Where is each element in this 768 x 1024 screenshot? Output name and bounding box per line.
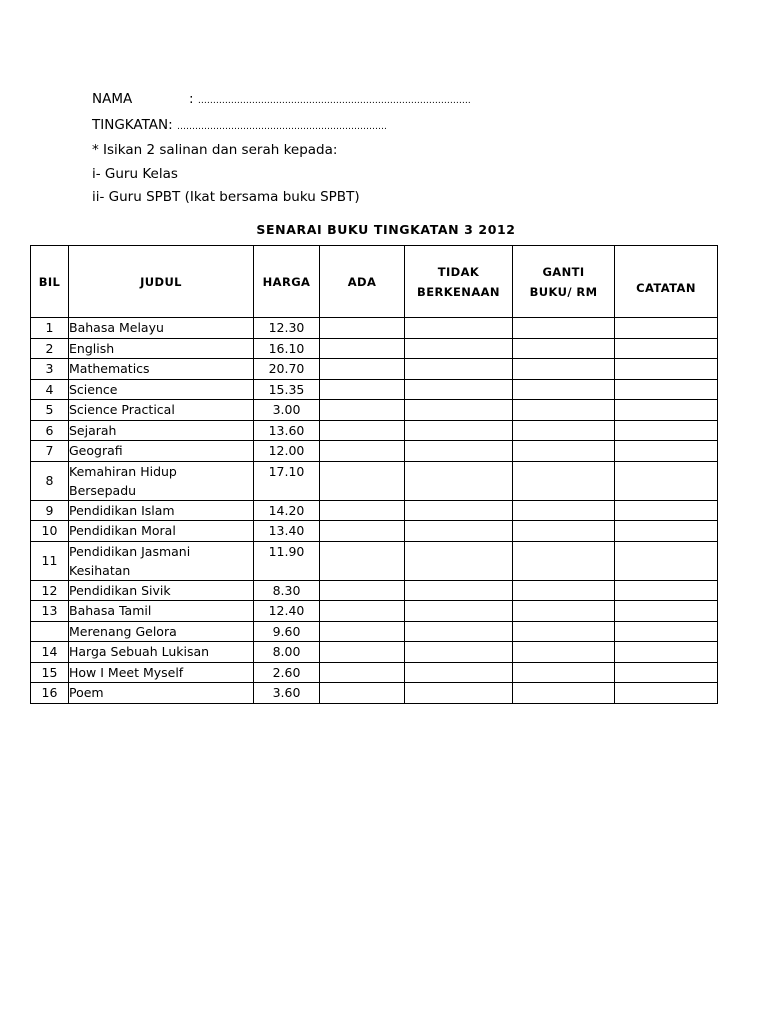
cell-harga: 15.35: [254, 379, 320, 400]
cell-harga: 12.00: [254, 441, 320, 462]
cell-ganti-buku[interactable]: [513, 521, 615, 542]
cell-bil: 10: [31, 521, 69, 542]
cell-catatan[interactable]: [615, 621, 718, 642]
cell-bil: 4: [31, 379, 69, 400]
table-row: [31, 420, 718, 441]
cell-ada[interactable]: [320, 318, 405, 339]
cell-harga: 13.60: [254, 420, 320, 441]
cell-ada[interactable]: [320, 441, 405, 462]
cell-bil: 15: [31, 662, 69, 683]
cell-ada[interactable]: [320, 541, 405, 580]
header-catatan: CATATAN: [615, 246, 718, 318]
table-header-row: [31, 246, 718, 318]
cell-ada[interactable]: [320, 662, 405, 683]
tingkatan-label: TINGKATAN:: [92, 116, 173, 133]
cell-catatan[interactable]: [615, 521, 718, 542]
header-harga: HARGA: [254, 246, 320, 318]
cell-ada[interactable]: [320, 461, 405, 500]
table-row: [31, 461, 718, 500]
table-row: [31, 441, 718, 462]
table-row: [31, 683, 718, 704]
recipient-2: ii- Guru SPBT (Ikat bersama buku SPBT): [92, 189, 360, 205]
header-tidak-berkenaan: TIDAK BERKENAAN: [405, 246, 513, 318]
cell-judul: Pendidikan Islam: [69, 500, 254, 521]
cell-judul: Science: [69, 379, 254, 400]
cell-ganti-buku[interactable]: [513, 441, 615, 462]
cell-bil: 12: [31, 580, 69, 601]
recipient-1: i- Guru Kelas: [92, 165, 178, 182]
cell-ada[interactable]: [320, 359, 405, 380]
cell-tidak-berkenaan[interactable]: [405, 420, 513, 441]
cell-tidak-berkenaan[interactable]: [405, 338, 513, 359]
cell-judul: Mathematics: [69, 359, 254, 380]
table-row: [31, 521, 718, 542]
cell-ganti-buku[interactable]: [513, 318, 615, 339]
cell-ganti-buku[interactable]: [513, 683, 615, 704]
cell-harga: 8.30: [254, 580, 320, 601]
cell-bil: 6: [31, 420, 69, 441]
cell-harga: 8.00: [254, 642, 320, 663]
cell-ganti-buku[interactable]: [513, 420, 615, 441]
cell-tidak-berkenaan[interactable]: [405, 621, 513, 642]
cell-catatan[interactable]: [615, 441, 718, 462]
cell-tidak-berkenaan[interactable]: [405, 441, 513, 462]
table-row: [31, 580, 718, 601]
table-body: [31, 318, 718, 704]
cell-catatan[interactable]: [615, 379, 718, 400]
cell-catatan[interactable]: [615, 601, 718, 622]
header-bil: BIL: [31, 246, 69, 318]
cell-bil: 9: [31, 500, 69, 521]
cell-tidak-berkenaan[interactable]: [405, 318, 513, 339]
cell-catatan[interactable]: [615, 500, 718, 521]
cell-ada[interactable]: [320, 521, 405, 542]
cell-judul: English: [69, 338, 254, 359]
cell-ganti-buku[interactable]: [513, 601, 615, 622]
cell-judul: Sejarah: [69, 420, 254, 441]
cell-catatan[interactable]: [615, 642, 718, 663]
cell-bil: 3: [31, 359, 69, 380]
table-row: [31, 642, 718, 663]
cell-bil: 7: [31, 441, 69, 462]
cell-ada[interactable]: [320, 379, 405, 400]
cell-judul: Poem: [69, 683, 254, 704]
tingkatan-line: [92, 114, 471, 140]
cell-ganti-buku[interactable]: [513, 642, 615, 663]
cell-bil: 14: [31, 642, 69, 663]
cell-bil: 8: [31, 461, 69, 500]
cell-ada[interactable]: [320, 642, 405, 663]
cell-bil: 11: [31, 541, 69, 580]
document-title: SENARAI BUKU TINGKATAN 3 2012: [256, 222, 516, 237]
cell-tidak-berkenaan[interactable]: [405, 400, 513, 421]
header-ada: ADA: [320, 246, 405, 318]
cell-ganti-buku[interactable]: [513, 400, 615, 421]
nama-label: NAMA: [92, 91, 133, 107]
cell-harga: 2.60: [254, 662, 320, 683]
cell-catatan[interactable]: [615, 318, 718, 339]
nama-line: [92, 88, 471, 114]
cell-catatan[interactable]: [615, 420, 718, 441]
cell-ada[interactable]: [320, 580, 405, 601]
cell-harga: 3.60: [254, 683, 320, 704]
cell-ganti-buku[interactable]: [513, 500, 615, 521]
cell-judul: Bahasa Tamil: [69, 601, 254, 622]
table-row: [31, 318, 718, 339]
table-row: [31, 500, 718, 521]
cell-catatan[interactable]: [615, 580, 718, 601]
cell-harga: 16.10: [254, 338, 320, 359]
cell-bil: 5: [31, 400, 69, 421]
cell-harga: 12.30: [254, 318, 320, 339]
table-row: [31, 338, 718, 359]
cell-ganti-buku[interactable]: [513, 379, 615, 400]
cell-tidak-berkenaan[interactable]: [405, 359, 513, 380]
cell-harga: 9.60: [254, 621, 320, 642]
cell-ganti-buku[interactable]: [513, 338, 615, 359]
book-list-table: [30, 245, 718, 704]
cell-ada[interactable]: [320, 683, 405, 704]
cell-catatan[interactable]: [615, 359, 718, 380]
cell-ganti-buku[interactable]: [513, 541, 615, 580]
cell-catatan[interactable]: [615, 400, 718, 421]
cell-catatan[interactable]: [615, 338, 718, 359]
cell-harga: 12.40: [254, 601, 320, 622]
cell-tidak-berkenaan[interactable]: [405, 662, 513, 683]
cell-bil: 1: [31, 318, 69, 339]
cell-ada[interactable]: [320, 338, 405, 359]
cell-tidak-berkenaan[interactable]: [405, 541, 513, 580]
cell-bil: 16: [31, 683, 69, 704]
cell-tidak-berkenaan[interactable]: [405, 683, 513, 704]
table-row: [31, 400, 718, 421]
cell-bil: 13: [31, 601, 69, 622]
table-row: [31, 379, 718, 400]
cell-judul: Harga Sebuah Lukisan: [69, 642, 254, 663]
cell-ada[interactable]: [320, 621, 405, 642]
cell-judul: Pendidikan Moral: [69, 521, 254, 542]
cell-bil: [31, 621, 69, 642]
cell-ganti-buku[interactable]: [513, 621, 615, 642]
table-row: [31, 662, 718, 683]
cell-ganti-buku[interactable]: [513, 662, 615, 683]
cell-judul: Science Practical: [69, 400, 254, 421]
cell-ganti-buku[interactable]: [513, 461, 615, 500]
cell-tidak-berkenaan[interactable]: [405, 500, 513, 521]
header-block: [92, 88, 471, 210]
cell-harga: 3.00: [254, 400, 320, 421]
cell-harga: 14.20: [254, 500, 320, 521]
cell-catatan[interactable]: [615, 662, 718, 683]
cell-ada[interactable]: [320, 420, 405, 441]
instruction-text: * Isikan 2 salinan dan serah kepada:: [92, 142, 338, 158]
cell-harga: 11.90: [254, 541, 320, 580]
cell-harga: 20.70: [254, 359, 320, 380]
cell-tidak-berkenaan[interactable]: [405, 601, 513, 622]
cell-tidak-berkenaan[interactable]: [405, 461, 513, 500]
cell-catatan[interactable]: [615, 541, 718, 580]
cell-tidak-berkenaan[interactable]: [405, 580, 513, 601]
cell-tidak-berkenaan[interactable]: [405, 379, 513, 400]
header-ganti-buku: GANTI BUKU/ RM: [513, 246, 615, 318]
cell-ada[interactable]: [320, 500, 405, 521]
cell-catatan[interactable]: [615, 683, 718, 704]
nama-fill-line: ……………………………………………………………………………….: [197, 96, 471, 106]
cell-judul: Pendidikan Jasmani Kesihatan: [69, 541, 254, 580]
cell-harga: 13.40: [254, 521, 320, 542]
nama-colon: :: [189, 91, 194, 107]
tingkatan-fill-line: …………………………………………………………….: [176, 121, 387, 132]
cell-catatan[interactable]: [615, 461, 718, 500]
cell-judul: Pendidikan Sivik: [69, 580, 254, 601]
table-row: [31, 541, 718, 580]
table-row: [31, 621, 718, 642]
table-row: [31, 359, 718, 380]
cell-ada[interactable]: [320, 400, 405, 421]
table-row: [31, 601, 718, 622]
cell-judul: Merenang Gelora: [69, 621, 254, 642]
cell-judul: Bahasa Melayu: [69, 318, 254, 339]
cell-ada[interactable]: [320, 601, 405, 622]
cell-harga: 17.10: [254, 461, 320, 500]
cell-judul: How I Meet Myself: [69, 662, 254, 683]
cell-ganti-buku[interactable]: [513, 580, 615, 601]
cell-tidak-berkenaan[interactable]: [405, 521, 513, 542]
cell-bil: 2: [31, 338, 69, 359]
cell-judul: Kemahiran Hidup Bersepadu: [69, 461, 254, 500]
header-judul: JUDUL: [69, 246, 254, 318]
cell-tidak-berkenaan[interactable]: [405, 642, 513, 663]
cell-judul: Geografi: [69, 441, 254, 462]
cell-ganti-buku[interactable]: [513, 359, 615, 380]
